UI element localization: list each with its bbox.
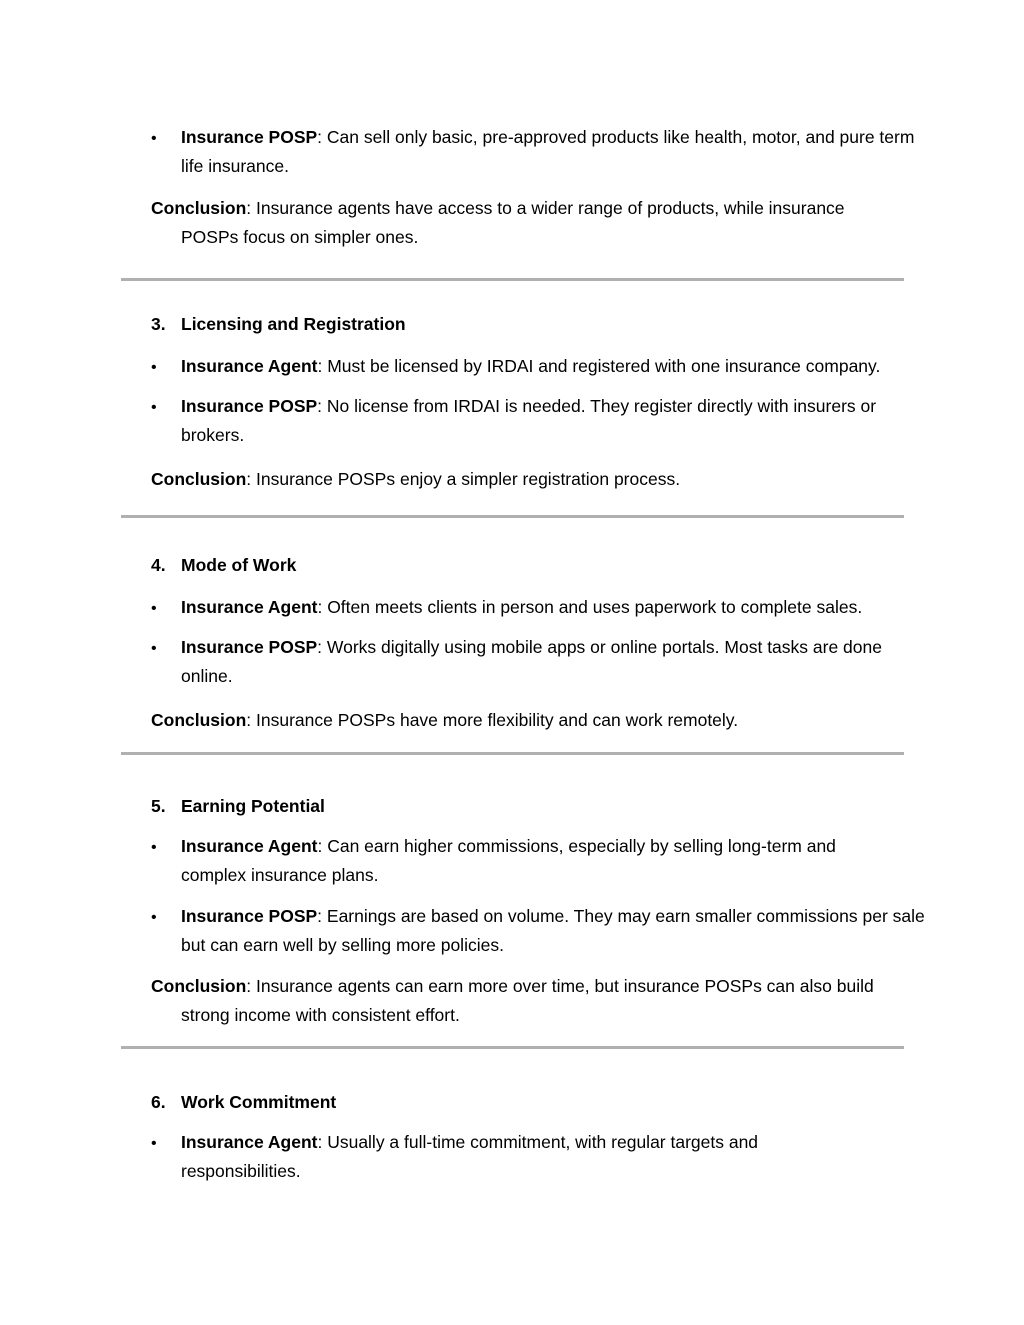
list-item (151, 352, 941, 381)
conclusion-text: : Insurance agents have access to a wider range of products, while insurance POSPs focus on simpler ones. (181, 198, 845, 247)
bullet-icon (151, 352, 181, 382)
bullet-icon (151, 832, 181, 862)
bullet-text: : Often meets clients in person and uses paperwork to complete sales. (317, 597, 863, 617)
conclusion-label: Conclusion (151, 469, 247, 489)
list-item (151, 633, 893, 691)
conclusion (151, 706, 941, 735)
section-heading (151, 792, 941, 821)
bullet-label: Insurance POSP (181, 906, 318, 926)
bullet-text: : Earnings are based on volume. They may earn smaller commissions per sale but can earn well by selling more policies. (181, 906, 925, 955)
bullet-label: Insurance Agent (181, 597, 318, 617)
conclusion (151, 972, 926, 1030)
conclusion-text: : Insurance POSPs have more flexibility and can work remotely. (246, 710, 739, 730)
list-item (151, 593, 941, 622)
section-title: Mode of Work (181, 555, 297, 575)
bullet-text: : Can earn higher commissions, especially by selling long-term and complex insurance plans. (181, 836, 836, 885)
section-number: 5. (151, 796, 166, 816)
section-title: Work Commitment (181, 1092, 337, 1112)
conclusion-label: Conclusion (151, 976, 247, 996)
section-divider (121, 1046, 904, 1049)
section-divider (121, 752, 904, 755)
bullet-text: : Can sell only basic, pre-approved products like health, motor, and pure term life insurance. (181, 127, 915, 176)
bullet-label: Insurance POSP (181, 396, 318, 416)
conclusion-label: Conclusion (151, 198, 247, 218)
bullet-text: : No license from IRDAI is needed. They register directly with insurers or brokers. (181, 396, 877, 445)
conclusion-text: : Insurance POSPs enjoy a simpler registration process. (246, 469, 681, 489)
section-heading (151, 551, 941, 580)
bullet-icon (151, 1128, 181, 1158)
bullet-label: Insurance Agent (181, 836, 318, 856)
conclusion (151, 465, 941, 494)
bullet-icon (151, 633, 181, 663)
section-divider (121, 278, 904, 281)
bullet-label: Insurance POSP (181, 637, 318, 657)
list-item (151, 902, 936, 960)
section-title: Earning Potential (181, 796, 325, 816)
conclusion-text: : Insurance agents can earn more over time, but insurance POSPs can also build strong income with consistent effort. (181, 976, 874, 1025)
list-item (151, 1128, 833, 1186)
bullet-icon (151, 593, 181, 623)
bullet-text: : Usually a full-time commitment, with regular targets and responsibilities. (181, 1132, 759, 1181)
bullet-icon (151, 392, 181, 422)
bullet-text: : Works digitally using mobile apps or online portals. Most tasks are done online. (181, 637, 882, 686)
section-number: 3. (151, 314, 166, 334)
bullet-label: Insurance Agent (181, 1132, 318, 1152)
list-item (151, 832, 893, 890)
list-item (151, 392, 933, 450)
section-number: 4. (151, 555, 166, 575)
conclusion (151, 194, 905, 252)
bullet-label: Insurance Agent (181, 356, 318, 376)
conclusion-label: Conclusion (151, 710, 247, 730)
bullet-text: : Must be licensed by IRDAI and registered with one insurance company. (317, 356, 881, 376)
section-heading (151, 1088, 941, 1117)
list-item (151, 123, 933, 181)
section-number: 6. (151, 1092, 166, 1112)
section-title: Licensing and Registration (181, 314, 406, 334)
bullet-label: Insurance POSP (181, 127, 318, 147)
section-heading (151, 310, 941, 339)
bullet-icon (151, 902, 181, 932)
section-divider (121, 515, 904, 518)
bullet-icon (151, 123, 181, 153)
